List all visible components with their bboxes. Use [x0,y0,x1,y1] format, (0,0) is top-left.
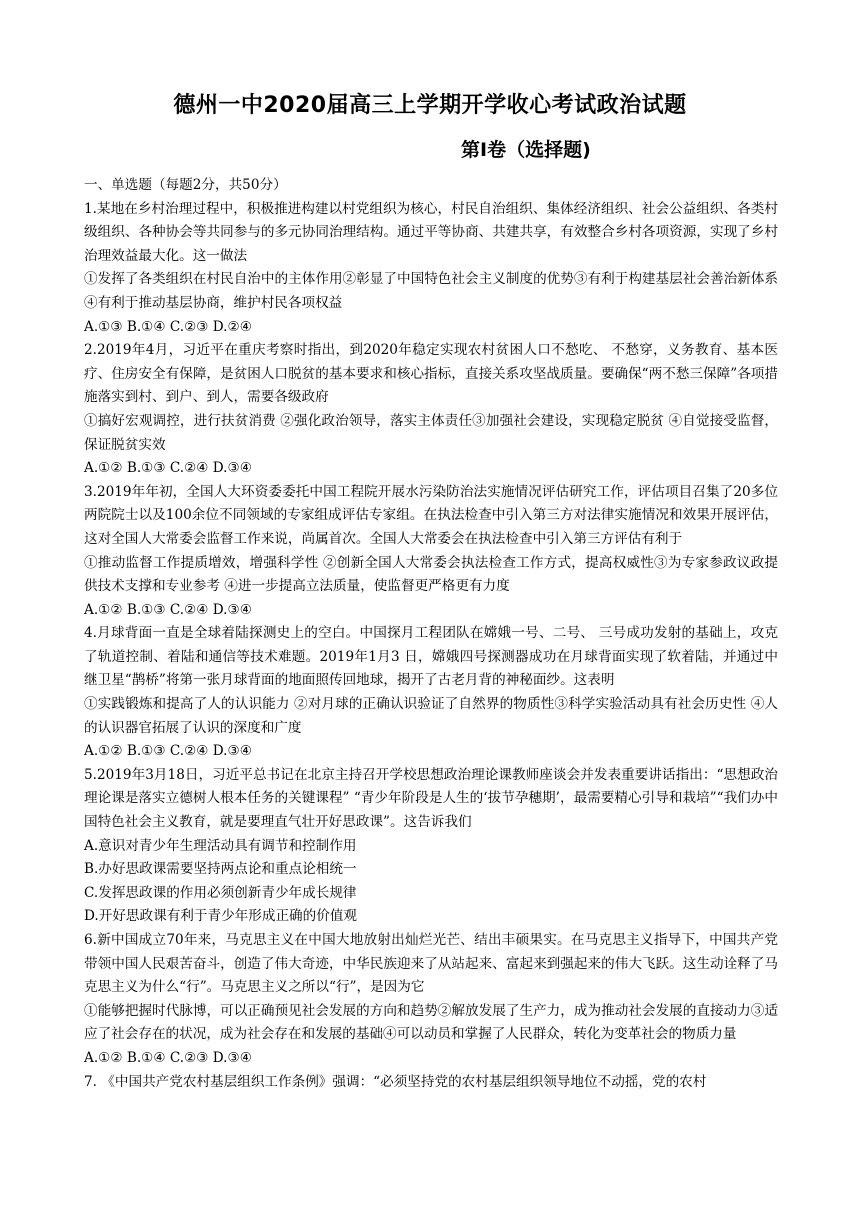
question-statements: ①实践锻炼和提高了人的认识能力 ②对月球的正确认识验证了自然界的物质性③科学实验活动具有社会历史性 ④人的认识器官拓展了认识的深度和广度 [84,696,778,736]
question-choice: B.办好思政课需要坚持两点论和重点论相统一 [84,861,357,878]
question-1 [84,198,778,340]
question-options: A.①② B.①③ C.②④ D.③④ [84,460,252,477]
question-5 [84,764,778,929]
question-choice: A.意识对青少年生理活动具有调节和控制作用 [84,837,357,854]
exam-title: 德州一中2020届高三上学期开学收心考试政治试题 [173,93,687,118]
question-options: A.①② B.①③ C.②④ D.③④ [84,601,252,618]
question-statements: ①发挥了各类组织在村民自治中的主体作用②彰显了中国特色社会主义制度的优势③有利于构建基层社会善治新体系④有利于推动基层协商，维护村民各项权益 [84,271,778,311]
question-stem: 4.月球背面一直是全球着陆探测史上的空白。中国探月工程团队在嫦娥一号、二号、 三号成功发射的基础上，攻克了轨道控制、着陆和通信等技术难题。2019年1月3 日，嫦娥四号探测器成功在月球背面实现了软着陆，并通过中继卫星“鹊桥”将第一张月球背面的地面照传回地球，揭开了古老月背的神秘面纱。这表明 [84,625,778,689]
question-7 [84,1071,778,1095]
question-2 [84,339,778,481]
exam-subtitle: 第I卷（选择题) [461,139,591,161]
question-3 [84,481,778,623]
question-stem: 5.2019年3月18日，习近平总书记在北京主持召开学校思想政治理论课教师座谈会并发表重要讲话指出：“思想政治理论课是落实立德树人根本任务的关键课程” “青少年阶段是人生的‘拔节孕穗期’，最需要精心引导和栽培”“我们办中国特色社会主义教育，就是要理直气壮开好思政课”。这告诉我们 [84,766,778,831]
question-options: A.①② B.①③ C.②④ D.③④ [84,743,252,760]
question-stem: 1.某地在乡村治理过程中，积极推进构建以村党组织为核心，村民自治组织、集体经济组织、社会公益组织、各类村级组织、各种协会等共同参与的多元协同治理结构。通过平等协商、共建共享，有效整合乡村各项资源，实现了乡村治理效益最大化。这一做法 [84,200,778,264]
question-stem: 3.2019年年初，全国人大环资委委托中国工程院开展水污染防治法实施情况评估研究工作，评估项目召集了20多位两院院士以及100余位不同领域的专家组成评估专家组。在执法检查中引入第三方对法律实施情况和效果开展评估，这对全国人大常委会监督工作来说，尚属首次。全国人大常委会在执法检查中引入第三方评估有利于 [84,483,778,547]
question-4 [84,622,778,764]
question-options: A.①② B.①④ C.②③ D.③④ [84,1049,252,1066]
question-stem: 6.新中国成立70年来，马克思主义在中国大地放射出灿烂光芒、结出丰硕果实。在马克思主义指导下，中国共产党带领中国人民艰苦奋斗，创造了伟大奇迹，中华民族迎来了从站起来、富起来到强起来的伟大飞跃。这生动诠释了马克思主义为什么“行”。马克思主义之所以“行”，是因为它 [84,932,778,996]
question-statements: ①推动监督工作提质增效，增强科学性 ②创新全国人大常委会执法检查工作方式，提高权威性③为专家参政议政提供技术支撑和专业参考 ④进一步提高立法质量，使监督更严格更有力度 [84,554,778,595]
question-choice: D.开好思政课有利于青少年形成正确的价值观 [84,908,358,925]
question-choice: C.发挥思政课的作用必须创新青少年成长规律 [84,884,357,901]
question-statements: ①搞好宏观调控，进行扶贫消费 ②强化政治领导，落实主体责任③加强社会建设，实现稳定脱贫 ④自觉接受监督，保证脱贫实效 [84,412,778,453]
question-6 [84,929,778,1071]
section-heading: 一、单选题（每题2分，共50分） [84,177,287,193]
exam-content [84,174,778,1094]
question-statements: ①能够把握时代脉博，可以正确预见社会发展的方向和趋势②解放发展了生产力，成为推动社会发展的直接动力③适应了社会存在的状况，成为社会存在和发展的基础④可以动员和掌握了人民群众，转化为变革社会的物质力量 [84,1002,778,1043]
question-options: A.①③ B.①④ C.②③ D.②④ [84,318,252,335]
question-stem: 2.2019年4月，习近平在重庆考察时指出，到2020年稳定实现农村贫困人口不愁吃、 不愁穿，义务教育、基本医疗、住房安全有保障，是贫困人口脱贫的基本要求和核心指标，直接关系攻坚战质量。要确保“两不愁三保障”各项措施落实到村、到户、到人，需要各级政府 [84,342,778,406]
question-stem: 7. 《中国共产党农村基层组织工作条例》强调：“必须坚持党的农村基层组织领导地位不动摇，党的农村 [84,1073,707,1090]
